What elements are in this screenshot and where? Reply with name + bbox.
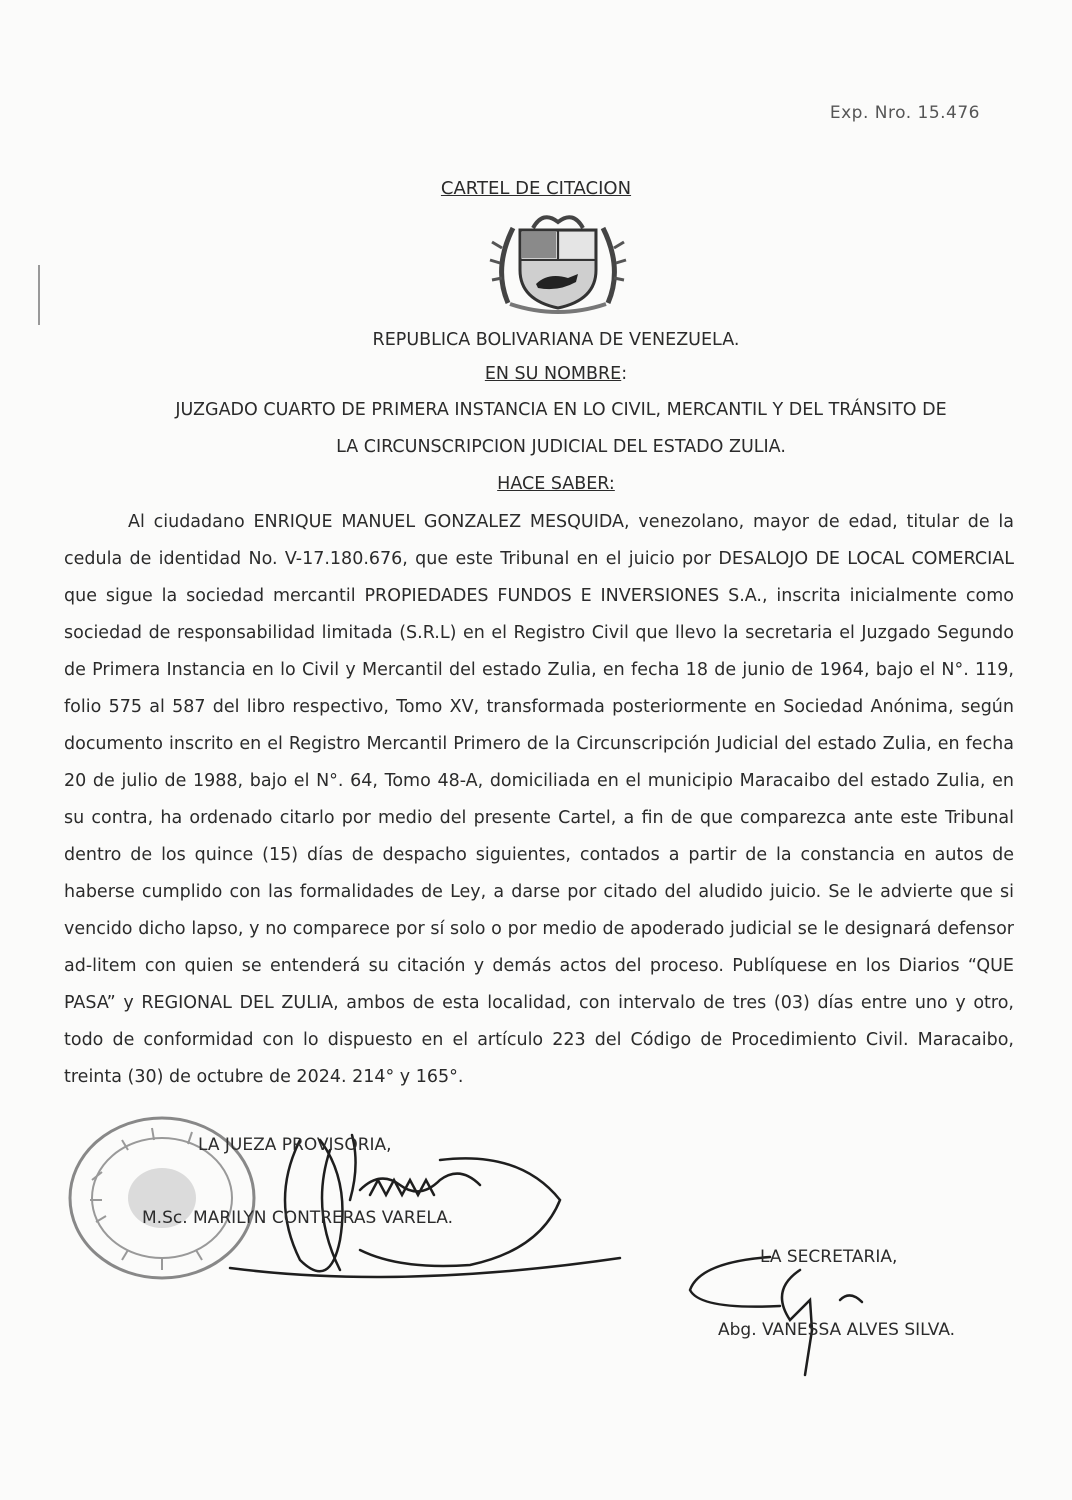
republic-heading: REPUBLICA BOLIVARIANA DE VENEZUELA. xyxy=(372,330,740,350)
hace-saber-text: HACE SABER: xyxy=(497,474,615,494)
case-number: Exp. Nro. 15.476 xyxy=(829,103,980,123)
document-title xyxy=(0,178,1072,199)
hace-saber-heading xyxy=(40,474,1072,494)
coat-of-arms-icon xyxy=(488,208,628,316)
en-su-nombre-text: EN SU NOMBRE xyxy=(484,364,622,384)
secretary-title: LA SECRETARIA, xyxy=(760,1247,898,1267)
en-su-nombre-colon: : xyxy=(621,364,628,384)
court-heading-line2: LA CIRCUNSCRIPCION JUDICIAL DEL ESTADO ZULIA. xyxy=(336,437,786,457)
en-su-nombre-heading xyxy=(40,364,1072,384)
document-title-text: CARTEL DE CITACION xyxy=(440,178,632,199)
margin-mark xyxy=(38,265,40,325)
court-heading-line1: JUZGADO CUARTO DE PRIMERA INSTANCIA EN LO CIVIL, MERCANTIL Y DEL TRÁNSITO DE xyxy=(175,400,947,420)
citation-body: Al ciudadano ENRIQUE MANUEL GONZALEZ MESQUIDA, venezolano, mayor de edad, titular de la cedula de identidad No. V-17.180.676, que este Tribunal en el juicio por DESALOJO DE LOCAL COMERCIAL que sigue la sociedad mercantil PROPIEDADES FUNDOS E INVERSIONES S.A., inscrita inicialmente como sociedad de responsabilidad limitada (S.R.L) en el Registro Civil que llevo la secretaria el Juzgado Segundo de Primera Instancia en lo Civil y Mercantil del estado Zulia, en fecha 18 de junio de 1964, bajo el N°. 119, folio 575 al 587 del libro respectivo, Tomo XV, transformada posteriormente en Sociedad Anónima, según documento inscrito en el Registro Mercantil Primero de la Circunscripción Judicial del estado Zulia, en fecha 20 de julio de 1988, bajo el N°. 64, Tomo 48-A, domiciliada en el municipio Maracaibo del estado Zulia, en su contra, ha ordenado citarlo por medio del presente Cartel, a fin de que comparezca ante este Tribunal dentro de los quince (15) días de despacho siguientes, contados a partir de la constancia en autos de haberse cumplido con las formalidades de Ley, a darse por citado del aludido juicio. Se le advierte que si vencido dicho lapso, y no comparece por sí solo o por medio de apoderado judicial se le designará defensor ad-litem con quien se entenderá su citación y demás actos del proceso. Publíquese en los Diarios “QUE PASA” y REGIONAL DEL ZULIA, ambos de esta localidad, con intervalo de tres (03) días entre uno y otro, todo de conformidad con lo dispuesto en el artículo 223 del Código de Procedimiento Civil. Maracaibo, treinta (30) de octubre de 2024. 214° y 165°. xyxy=(64,512,1014,1087)
judge-name: M.Sc. MARILYN CONTRERAS VARELA. xyxy=(142,1208,454,1228)
judge-title: LA JUEZA PROVISORIA, xyxy=(198,1135,392,1155)
secretary-name: Abg. VANESSA ALVES SILVA. xyxy=(718,1320,956,1340)
